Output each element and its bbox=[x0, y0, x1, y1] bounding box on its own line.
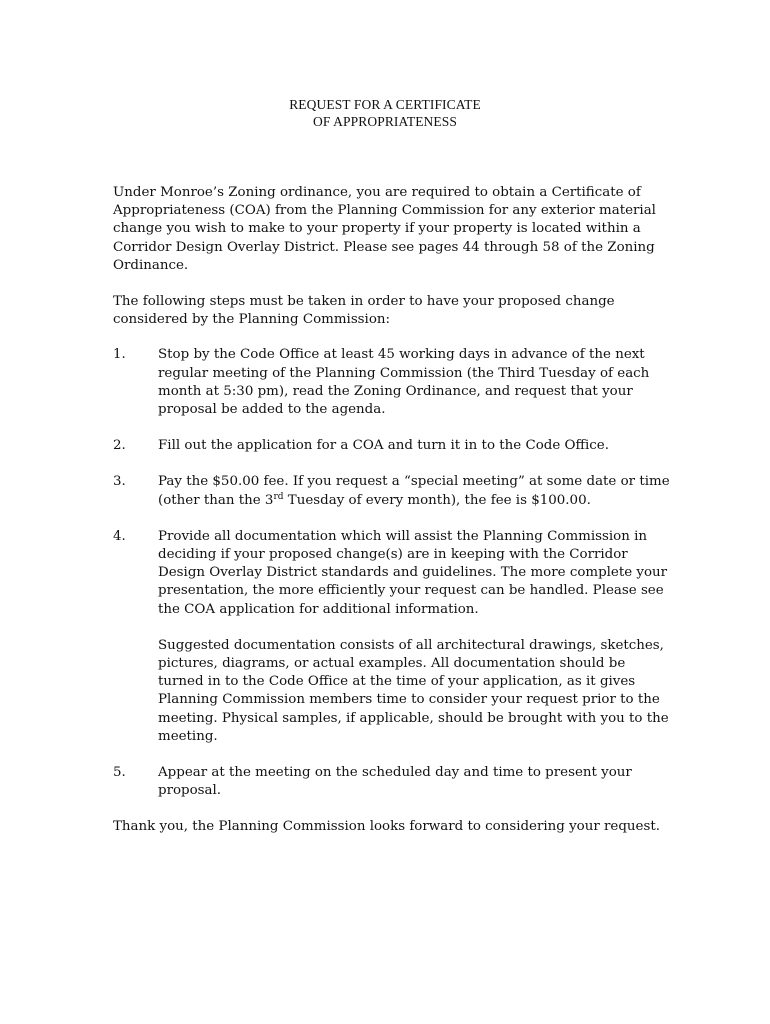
steps-intro-paragraph: The following steps must be taken in order to have your proposed change considered by the Planning Commission: bbox=[113, 293, 615, 327]
steps-list bbox=[113, 346, 673, 800]
intro-paragraph: Under Monroe’s Zoning ordinance, you are required to obtain a Certificate of Appropriateness (COA) from the Planning Commission for any exterior material change you wish to make to your property if your property is located within a Corridor Design Overlay District. Please see pages 44 through 58 of the Zoning Ordinance. bbox=[113, 185, 656, 273]
closing-paragraph: Thank you, the Planning Commission looks forward to considering your request. bbox=[113, 819, 660, 835]
step-item-2 bbox=[113, 437, 673, 455]
step-text: Fill out the application for a COA and turn it in to the Code Office. bbox=[158, 438, 609, 454]
step-text: Appear at the meeting on the scheduled day and time to present your proposal. bbox=[158, 765, 632, 799]
step-text-part-1: Pay the $50.00 fee. If you request a “special meeting” at some date or time (other than the 3 bbox=[158, 474, 670, 508]
step-item-1 bbox=[113, 346, 673, 419]
step-text: Provide all documentation which will assist the Planning Commission in deciding if your proposed change(s) are in keeping with the Corridor Design Overlay District standards and guidelines. The more complete your presentation, the more efficiently your request can be handled. Please see the COA application for additional information. bbox=[158, 528, 668, 617]
step-number: 1. bbox=[113, 347, 126, 363]
step-item-5 bbox=[113, 764, 673, 800]
title-line-1: REQUEST FOR A CERTIFICATE bbox=[289, 97, 481, 112]
step-text-continued: Suggested documentation consists of all architectural drawings, sketches, pictures, diagrams, or actual examples. All documentation should be turned in to the Code Office at the time of your application, as it gives Planning Commission members time to consider your request prior to the meeting. Physical samples, if applicable, should be brought with you to the meeting. bbox=[158, 637, 669, 744]
step-number: 4. bbox=[113, 528, 126, 544]
step-item-4 bbox=[113, 528, 673, 746]
document-body bbox=[113, 184, 673, 854]
step-number: 5. bbox=[113, 765, 126, 781]
step-number: 2. bbox=[113, 438, 126, 454]
step-item-3 bbox=[113, 473, 673, 509]
title-line-2: OF APPROPRIATENESS bbox=[313, 114, 457, 129]
step-text bbox=[158, 473, 673, 509]
ordinal-suffix: rd bbox=[273, 491, 284, 502]
step-text-part-2: Tuesday of every month), the fee is $100.00. bbox=[283, 492, 591, 508]
document-title bbox=[0, 96, 770, 130]
step-text: Stop by the Code Office at least 45 working days in advance of the next regular meeting of the Planning Commission (the Third Tuesday of each month at 5:30 pm), read the Zoning Ordinance, and request that your proposal be added to the agenda. bbox=[158, 347, 650, 418]
step-number: 3. bbox=[113, 474, 126, 490]
